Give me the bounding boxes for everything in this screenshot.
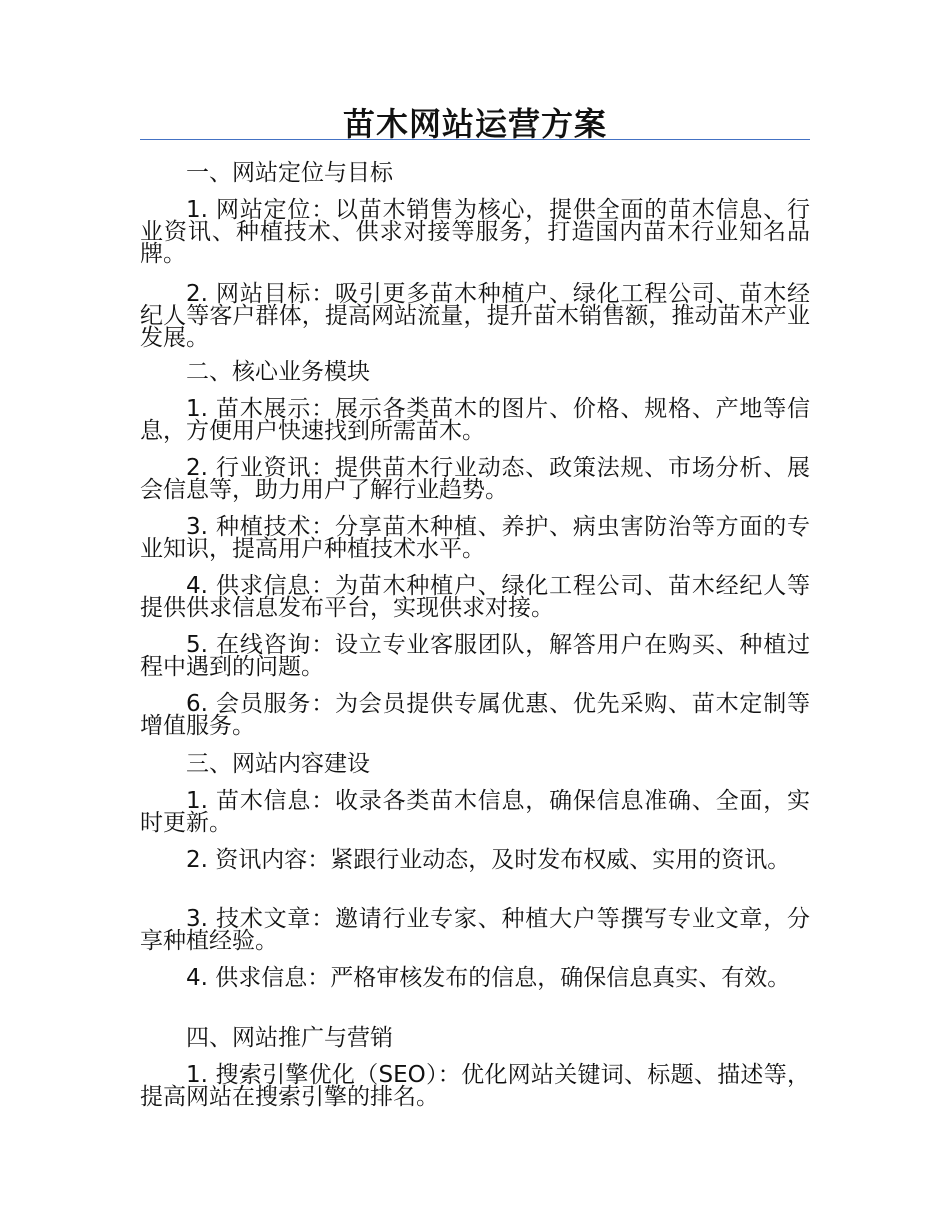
section-heading-1: 一、网站定位与目标	[186, 160, 393, 186]
paragraph: 6. 会员服务：为会员提供专属优惠、优先采购、苗木定制等增值服务。	[140, 691, 810, 739]
title-underline	[140, 139, 810, 140]
paragraph: 1. 网站定位：以苗木销售为核心，提供全面的苗木信息、行业资讯、种植技术、供求对接等服务，打造国内苗木行业知名品牌。	[140, 197, 810, 267]
document-title: 苗木网站运营方案	[342, 105, 607, 143]
paragraph: 1. 苗木展示：展示各类苗木的图片、价格、规格、产地等信息，方便用户快速找到所需苗木。	[140, 396, 810, 444]
paragraph: 4. 供求信息：为苗木种植户、绿化工程公司、苗木经纪人等提供供求信息发布平台，实现供求对接。	[140, 573, 810, 621]
section-heading-3: 三、网站内容建设	[186, 751, 370, 777]
paragraph: 2. 网站目标：吸引更多苗木种植户、绿化工程公司、苗木经纪人等客户群体，提高网站流量，提升苗木销售额，推动苗木产业发展。	[140, 281, 810, 351]
paragraph: 1. 苗木信息：收录各类苗木信息，确保信息准确、全面，实时更新。	[140, 788, 810, 836]
section-heading-4: 四、网站推广与营销	[186, 1025, 393, 1051]
paragraph: 3. 技术文章：邀请行业专家、种植大户等撰写专业文章，分享种植经验。	[140, 906, 810, 954]
paragraph: 4. 供求信息：严格审核发布的信息，确保信息真实、有效。	[186, 965, 791, 991]
section-heading-2: 二、核心业务模块	[186, 359, 370, 385]
paragraph: 2. 资讯内容：紧跟行业动态，及时发布权威、实用的资讯。	[186, 847, 791, 873]
paragraph: 5. 在线咨询：设立专业客服团队，解答用户在购买、种植过程中遇到的问题。	[140, 632, 810, 680]
paragraph: 2. 行业资讯：提供苗木行业动态、政策法规、市场分析、展会信息等，助力用户了解行业趋势。	[140, 455, 810, 503]
paragraph: 1. 搜索引擎优化（SEO）：优化网站关键词、标题、描述等，提高网站在搜索引擎的排名。	[140, 1062, 810, 1110]
paragraph: 3. 种植技术：分享苗木种植、养护、病虫害防治等方面的专业知识，提高用户种植技术水平。	[140, 514, 810, 562]
